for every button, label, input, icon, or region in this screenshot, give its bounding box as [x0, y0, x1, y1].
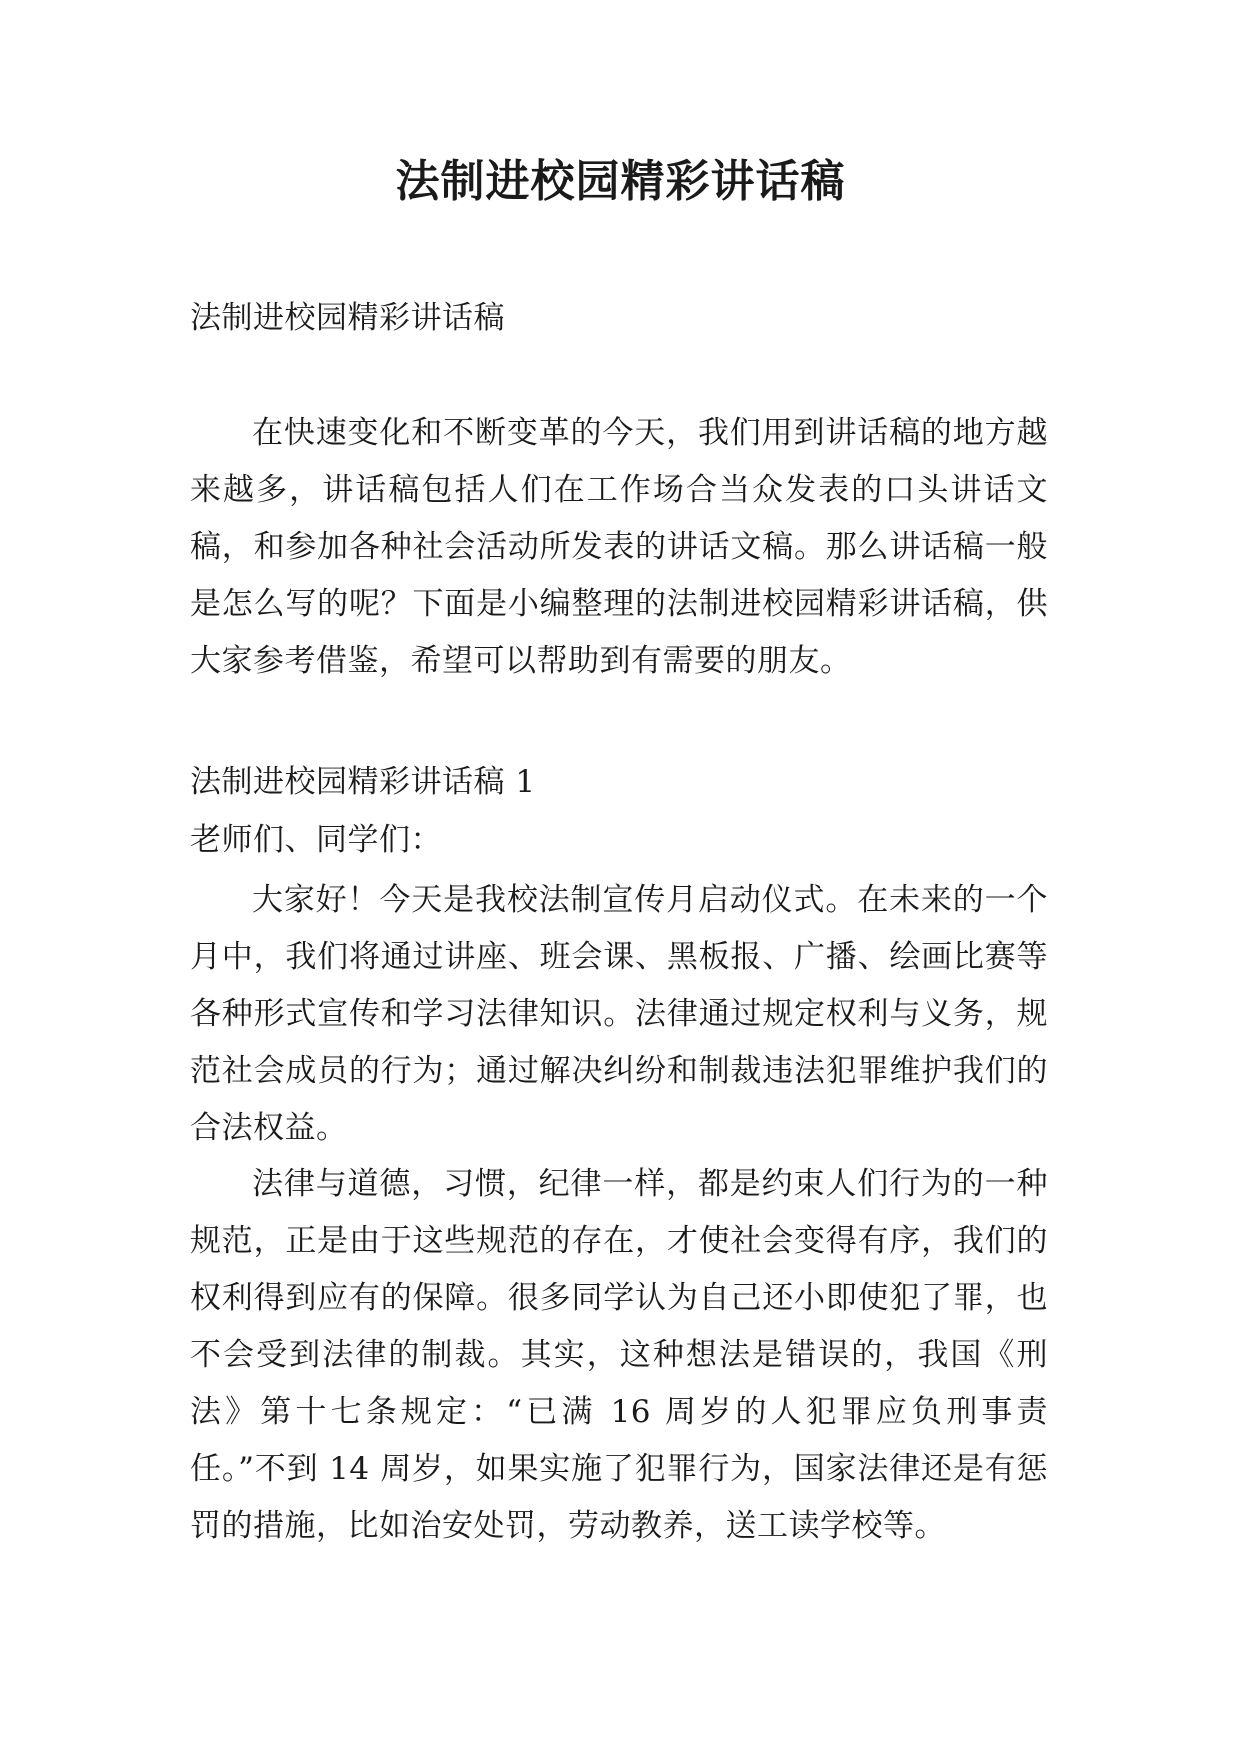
intro-paragraph: 在快速变化和不断变革的今天，我们用到讲话稿的地方越来越多，讲话稿包括人们在工作场合当众发表的口头讲话文稿，和参加各种社会活动所发表的讲话文稿。那么讲话稿一般是怎么写的呢？下面是小编整理的法制进校园精彩讲话稿，供大家参考借鉴，希望可以帮助到有需要的朋友。: [190, 415, 1048, 679]
document-subtitle: 法制进校园精彩讲话稿: [190, 300, 505, 336]
document-title: 法制进校园精彩讲话稿: [395, 156, 846, 207]
body-paragraph: 大家好！今天是我校法制宣传月启动仪式。在未来的一个月中，我们将通过讲座、班会课、黑板报、广播、绘画比赛等各种形式宣传和学习法律知识。法律通过规定权利与义务，规范社会成员的行为；通过解决纠纷和制裁违法犯罪维护我们的合法权益。: [190, 882, 1048, 1146]
body-paragraph: 法律与道德，习惯，纪律一样，都是约束人们行为的一种规范，正是由于这些规范的存在，才使社会变得有序，我们的权利得到应有的保障。很多同学认为自己还小即使犯了罪，也不会受到法律的制裁。其实，这种想法是错误的，我国《刑法》第十七条规定：“已满 16 周岁的人犯罪应负刑事责任。”不到 14 周岁，如果实施了犯罪行为，国家法律还是有惩罚的措施，比如治安处罚，劳动教养，送工读学校等。: [190, 1166, 1048, 1544]
section-heading: 法制进校园精彩讲话稿 1: [190, 764, 536, 800]
salutation: 老师们、同学们：: [190, 822, 442, 858]
